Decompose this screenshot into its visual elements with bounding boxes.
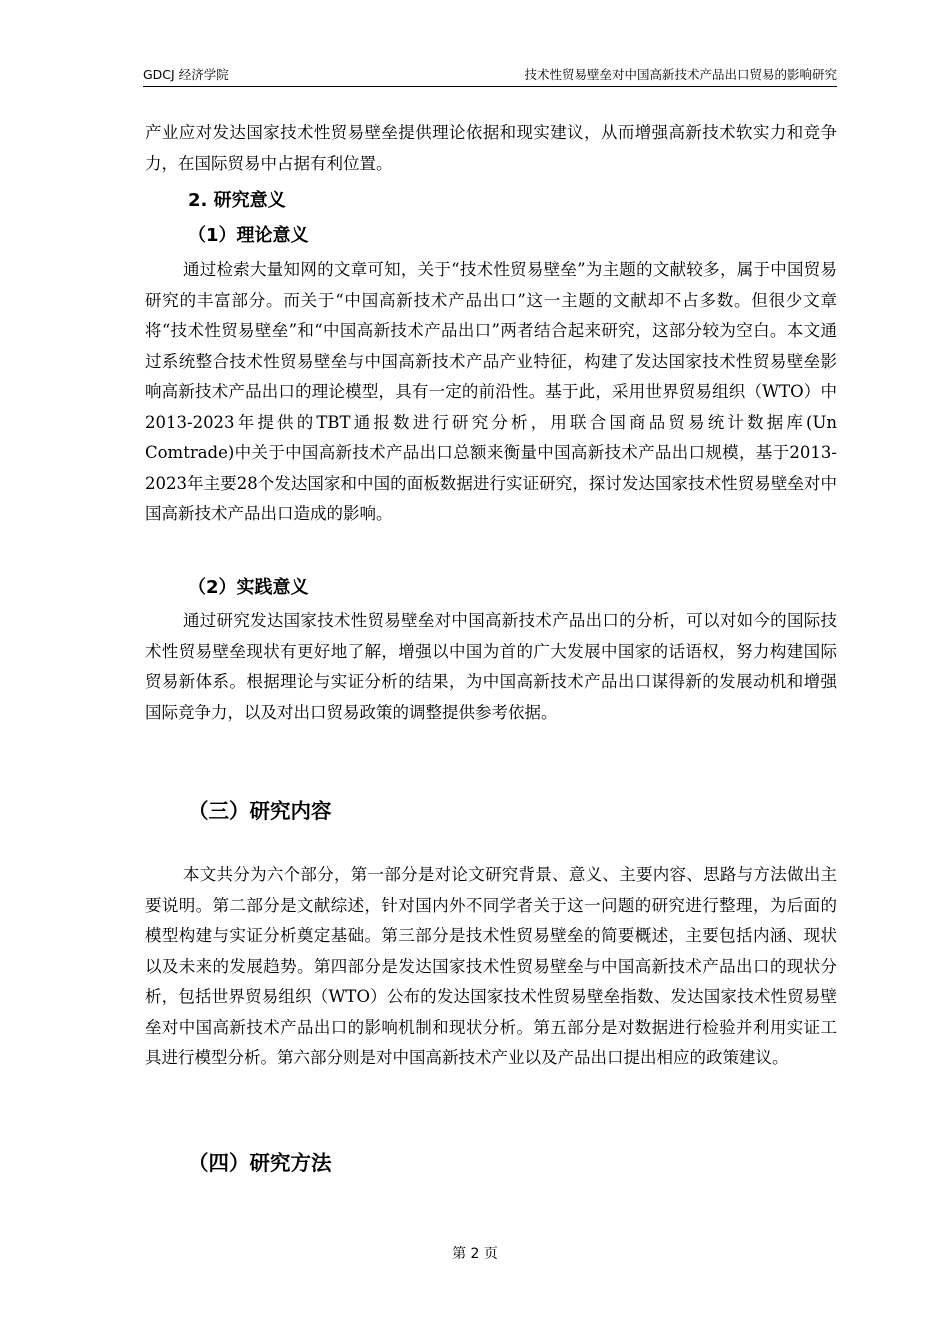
- heading-research-content: （三）研究内容: [188, 799, 332, 823]
- practice-paragraph: 通过研究发达国家技术性贸易壁垒对中国高新技术产品出口的分析，可以对如今的国际技术性贸易壁垒现状有更好地了解，增强以中国为首的广大发展中国家的话语权，努力构建国际贸易新体系。根据理论与实证分析的结果，为中国高新技术产品出口谋得新的发展动机和增强国际竞争力，以及对出口贸易政策的调整提供参考依据。: [145, 611, 837, 722]
- intro-paragraph: 产业应对发达国家技术性贸易壁垒提供理论依据和现实建议，从而增强高新技术软实力和竞争力，在国际贸易中占据有利位置。: [145, 123, 837, 173]
- heading-research-method: （四）研究方法: [188, 1151, 332, 1175]
- header-school: GDCJ 经济学院: [143, 67, 229, 82]
- heading-research-significance: 2. 研究意义: [188, 190, 286, 211]
- content-paragraph: 本文共分为六个部分，第一部分是对论文研究背景、意义、主要内容、思路与方法做出主要说明。第二部分是文献综述，针对国内外不同学者关于这一问题的研究进行整理，为后面的模型构建与实证分析奠定基础。第三部分是技术性贸易壁垒的简要概述，主要包括内涵、现状以及未来的发展趋势。第四部分是发达国家技术性贸易壁垒与中国高新技术产品出口的现状分析，包括世界贸易组织（WTO）公布的发达国家技术性贸易壁垒指数、发达国家技术性贸易壁垒对中国高新技术产品出口的影响机制和现状分析。第五部分是对数据进行检验并利用实证工具进行模型分析。第六部分则是对中国高新技术产业以及产品出口提出相应的政策建议。: [145, 865, 837, 1067]
- heading-theoretical-significance: （1）理论意义: [188, 225, 309, 246]
- header-title: 技术性贸易壁垒对中国高新技术产品出口贸易的影响研究: [524, 67, 837, 82]
- theory-paragraph: 通过检索大量知网的文章可知，关于“技术性贸易壁垒”为主题的文献较多，属于中国贸易研究的丰富部分。而关于“中国高新技术产品出口”这一主题的文献却不占多数。但很少文章将“技术性贸易壁垒”和“中国高新技术产品出口”两者结合起来研究，这部分较为空白。本文通过系统整合技术性贸易壁垒与中国高新技术产品产业特征，构建了发达国家技术性贸易壁垒影响高新技术产品出口的理论模型，具有一定的前沿性。基于此，采用世界贸易组织（WTO）中2013-2023年提供的TBT通报数进行研究分析，用联合国商品贸易统计数据库(Un Comtrade)中关于中国高新技术产品出口总额来衡量中国高新技术产品出口规模，基于2013-2023年主要28个发达国家和中国的面板数据进行实证研究，探讨发达国家技术性贸易壁垒对中国高新技术产品出口造成的影响。: [145, 260, 837, 523]
- page-header: [143, 66, 837, 87]
- heading-practical-significance: （2）实践意义: [188, 577, 309, 598]
- page-number: 第 2 页: [452, 1246, 498, 1262]
